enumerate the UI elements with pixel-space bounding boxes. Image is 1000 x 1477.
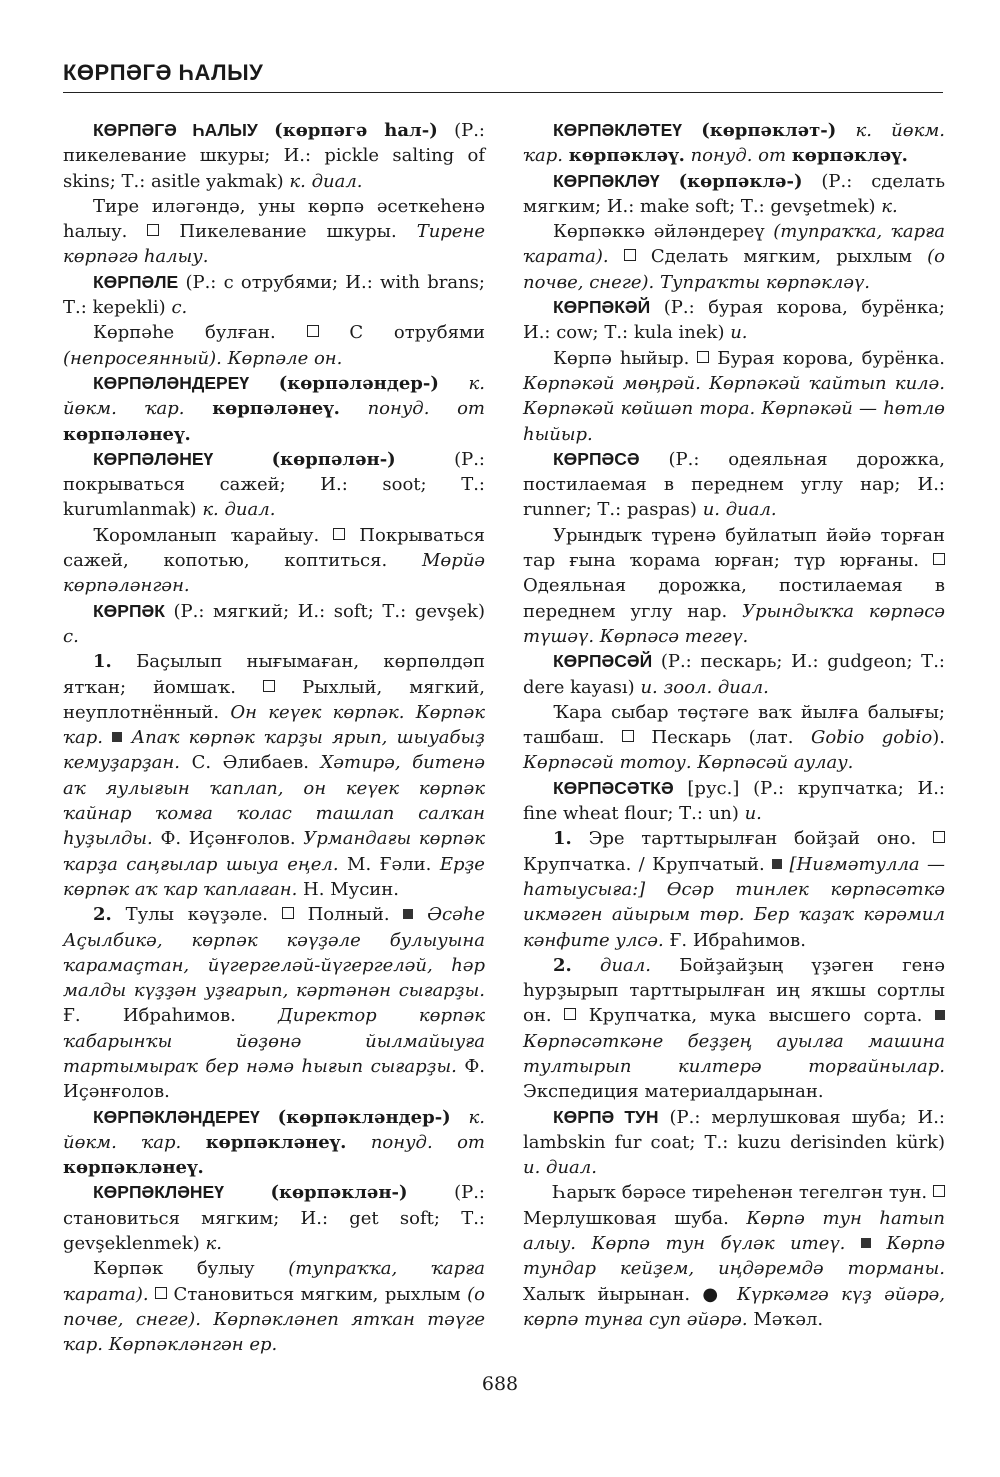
entry-korpakay-example: Көрпә һыйыр. Бурая корова, бурёнка. Көрпәкәй мөңрәй. Көрпәкәй ҡайтып килә. Көрпәкәй көйшәп тора. Көрпәкәй — һөтлө һыйыр.	[523, 347, 945, 445]
translation-box-icon	[622, 730, 634, 742]
header-rule	[63, 92, 943, 93]
entry-korpaklatew: КӨРПӘКЛӘТЕҮ (көрпәкләт-) к. йөкм. ҡар. көрпәкләү. понуд. от көрпәкләү.	[523, 120, 945, 167]
page-number: 688	[481, 1373, 519, 1395]
entry-korpasay: КӨРПӘСӘЙ (Р.: пескарь; И.: gudgeon; Т.: dere kayası) и. зоол. диал.	[523, 651, 945, 698]
entry-korpak-sense-2: 2. Тулы кәүҙәле. Полный. Әсәһе Аҫылбикә, көрпәк кәүҙәле булыуына ҡарамаҫтан, йүгергеләй-йүгергеләй, һәр малды күҙҙән уҙғарып, кәртәнән сығарҙы. Ғ. Ибраһимов. Директор көрпәк ҡабарынҡы йөҙөнә йылмайыуға тартымыраҡ бер нәмә һығып сығарҙы. Ф. Иҫәнғолов.	[63, 904, 486, 1103]
entry-korpale: КӨРПӘЛЕ (Р.: с отрубями; И.: with brans; Т.: kepekli) с.	[63, 271, 485, 319]
translation-box-icon	[155, 1287, 167, 1299]
quotation-square-icon	[935, 1010, 945, 1020]
quotation-square-icon	[772, 859, 782, 869]
quotation-square-icon	[403, 909, 413, 919]
quotation-square-icon	[861, 1238, 871, 1248]
translation-box-icon	[333, 528, 345, 540]
proverb-bullet-icon: ●	[702, 1283, 725, 1305]
entry-korpasay-example: Ҡара сыбар төҫтәге ваҡ йылға балығы; ташбаш. Пескарь (лат. Gobio gobio). Көрпәсәй тотоу. Көрпәсәй аулау.	[523, 701, 945, 774]
translation-box-icon	[307, 325, 319, 337]
translation-box-icon	[564, 1008, 576, 1020]
entry-korpasatka-sense-1: 1. Эре тарттырылған бойҙай оно. Крупчатка. / Крупчатый. [Ниғмәтулла — һатыусыға:] Өсәр тинлек көрпәсәткә икмәген айырым төр. Бер ҡаҙаҡ кәрәмил кәнфите улсә. Ғ. Ибраһимов.	[523, 828, 945, 951]
translation-box-icon	[282, 907, 294, 919]
left-column	[63, 118, 485, 1358]
entry-korpasatka-sense-2: 2. диал. Бойҙайҙың үҙәген генә һурҙырып тарттырылған иң яҡшы сортлы он. Крупчатка, мука высшего сорта. Көрпәсәткәне беҙҙең ауылға машина тултырып килтерә торғайнылар. Экспедиция материалдарынан.	[523, 954, 945, 1103]
right-column	[523, 118, 945, 1332]
entry-korpasatka: КӨРПӘСӘТКӘ [рус.] (Р.: крупчатка; И.: fine wheat flour; Т.: un) и.	[523, 777, 945, 825]
entry-korpa-tun-example: Һарыҡ бәрәсе тиреһенән тегелгән тун. Мерлушковая шуба. Көрпә тун һатып алыу. Көрпә тун бүләк итеү. Көрпә тундар кейҙем, иңдәремдә торманы. Халыҡ йырынан. ● Күркәмгә күҙ әйәрә, көрпә тунға суп әйәрә. Мәҡәл.	[523, 1182, 945, 1330]
entry-korpalanew: КӨРПӘЛӘНЕҮ (көрпәлән-) (Р.: покрываться сажей; И.: soot; Т.: kurumlanmak) к. диал.	[63, 448, 485, 521]
entry-korpa-tun: КӨРПӘ ТУН (Р.: мерлушковая шуба; И.: lambskin fur coat; Т.: kuzu derisinden kürk) и. диал.	[523, 1106, 945, 1179]
entry-korpaga-haliu: КӨРПӘГӘ ҺАЛЫУ (көрпәгә һал-) (Р.: пикелевание шкуры; И.: pickle salting of skins; Т.: asitle yakmak) к. диал.	[63, 120, 485, 192]
entry-korpasa-example: Урындыҡ түренә буйлатып йәйә торған тар ғына ҡорама юрған; түр юрғаны. Одеяльная дорожка, постилаемая в переднем углу нар. Урындыҡҡа көрпәсә түшәү. Көрпәсә тегеү.	[523, 524, 945, 647]
entry-korpak-sense-1: 1. Баҫылып нығымаған, көрпөлдәп ятҡан; йомшаҡ. Рыхлый, мягкий, неуплотнённый. Он кеүек көрпәк. Көрпәк ҡар. Апаҡ көрпәк ҡарҙы ярып, шыуабыҙ кемуҙарҙан. С. Әлибаев. Хәтирә, битенә аҡ яулығын ҡаплап, он кеүек көрпәк ҡайнар ҡомға ҡолас ташлап салҡан һуҙылды. Ф. Иҫәнғолов. Урмандағы көрпәк ҡарҙа саңғылар шыуа еңел. М. Ғәли. Ерҙе көрпәк аҡ ҡар ҡаплаған. Н. Мусин.	[63, 651, 485, 900]
quotation-square-icon	[112, 732, 122, 742]
translation-box-icon	[263, 680, 275, 692]
translation-box-icon	[933, 1185, 945, 1197]
entry-korpasa: КӨРПӘСӘ (Р.: одеяльная дорожка, постилаемая в переднем углу нар; И.: runner; Т.: paspas) и. диал.	[523, 448, 945, 521]
translation-box-icon	[933, 553, 945, 565]
running-title: КӨРПӘГӘ ҺАЛЫУ	[63, 60, 264, 85]
entry-korpak: КӨРПӘК (Р.: мягкий; И.: soft; Т.: gevşek) с.	[63, 600, 485, 647]
entry-korpakay: КӨРПӘКӘЙ (Р.: бурая корова, бурёнка; И.: cow; Т.: kula inek) и.	[523, 297, 945, 344]
entry-korpaklanew: КӨРПӘКЛӘНЕҮ (көрпәклән-) (Р.: становиться мягким; И.: get soft; Т.: gevşeklenmek) к.	[63, 1182, 485, 1255]
translation-box-icon	[624, 249, 636, 261]
entry-korpaklaw: КӨРПӘКЛӘҮ (көрпәклә-) (Р.: сделать мягким; И.: make soft; Т.: gevşetmek) к.	[523, 170, 945, 217]
translation-box-icon	[147, 224, 159, 236]
entry-korpalanew-example: Ҡоромланып ҡарайыу. Покрываться сажей, копотью, коптиться. Мөрйә көрпәләнгән.	[63, 524, 485, 597]
entry-korpaklaw-example: Көрпәккә әйләндереү (тупраҡҡа, ҡарға ҡарата). Сделать мягким, рыхлым (о почве, снеге). Тупраҡты көрпәкләү.	[523, 221, 945, 293]
entry-korpaklanew-example: Көрпәк булыу (тупраҡҡа, ҡарға ҡарата). Становиться мягким, рыхлым (о почве, снеге). Көрпәкләнеп ятҡан тәүге ҡар. Көрпәкләнгән ер.	[63, 1258, 485, 1356]
translation-box-icon	[933, 831, 945, 843]
entry-korpalanderew: КӨРПӘЛӘНДЕРЕҮ (көрпәләндер-) к. йөкм. ҡар. көрпәләнеү. понуд. от көрпәләнеү.	[63, 372, 486, 445]
translation-box-icon	[697, 351, 709, 363]
entry-korpaklanderew: КӨРПӘКЛӘНДЕРЕҮ (көрпәкләндер-) к. йөкм. ҡар. көрпәкләнеү. понуд. от көрпәкләнеү.	[63, 1106, 486, 1179]
entry-korpaga-haliu-example: Тире иләгәндә, уны көрпә әсеткеһенә һалыу. Пикелевание шкуры. Тирене көрпәгә һалыу.	[63, 195, 485, 268]
entry-korpale-example: Көрпәһе булған. С отрубями (непросеянный). Көрпәле он.	[63, 322, 485, 369]
